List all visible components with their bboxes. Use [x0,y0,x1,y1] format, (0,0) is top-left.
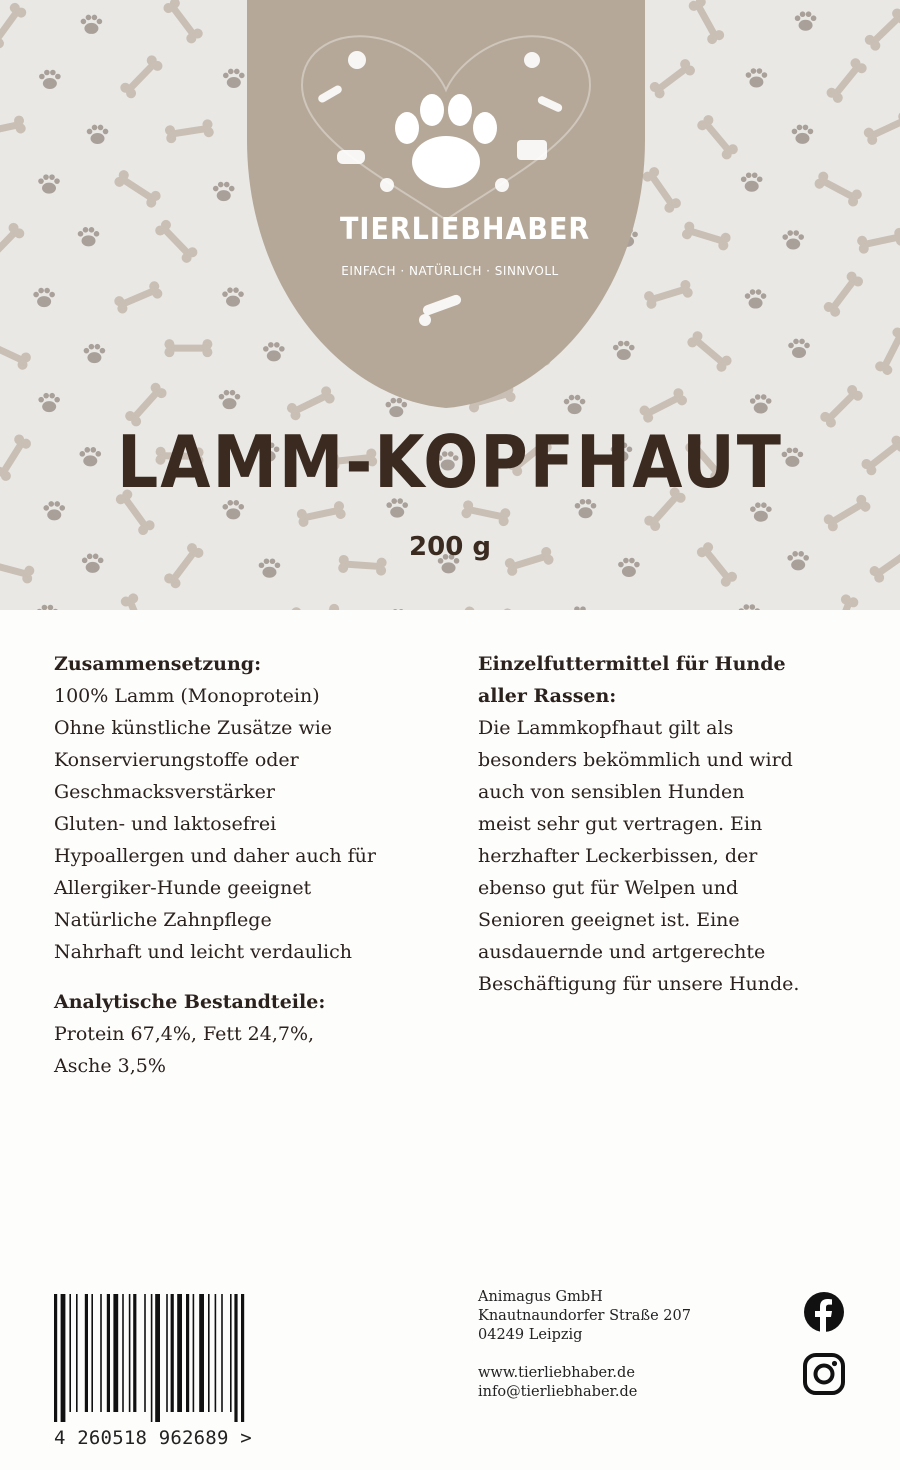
barcode-bar [166,1294,168,1412]
bone-icon [0,1,28,50]
bone-icon [0,335,33,372]
composition-line: Geschmacksverstärker [54,781,275,803]
barcode-bar [76,1294,78,1412]
barcode-bar [113,1294,118,1412]
barcode-digits: 4 260518 962689 > [54,1427,252,1449]
product-title: LAMM-KOPFHAUT [117,420,783,504]
paw-icon [746,68,768,87]
analytics-line: Protein 67,4%, Fett 24,7%, [54,1023,315,1045]
brand-shield [247,0,645,410]
description-heading: Einzelfuttermittel für Hunde [478,653,786,675]
paw-icon [782,230,804,249]
barcode-bar [100,1294,102,1412]
bone-icon [813,170,864,208]
facebook-icon[interactable] [803,1291,845,1333]
paw-icon [39,70,61,89]
composition-column [54,648,434,1082]
bone-icon [638,386,689,424]
composition-line: Hypoallergen und daher auch für [54,845,376,867]
paw-icon [78,227,100,246]
description-line: besonders bekömmlich und wird [478,749,793,771]
paw-icon [81,15,103,34]
bone-icon [648,57,697,100]
bone-icon [0,115,27,143]
barcode-bar [91,1294,93,1412]
barcode-bar [133,1294,136,1412]
bone-icon [695,113,740,161]
barcode-bar [199,1294,204,1412]
brand-tagline: EINFACH · NATÜRLICH · SINNVOLL [341,264,559,278]
product-weight: 200 g [409,532,491,562]
bone-icon [119,592,154,610]
bone-icon [0,221,26,268]
bone-icon [822,270,865,319]
composition-line: Allergiker-Hunde geeignet [54,877,312,899]
barcode-bar [151,1294,153,1422]
bone-icon [161,0,204,45]
paw-icon [387,609,409,610]
analytics-heading: Analytische Bestandteile: [54,991,326,1013]
barcode-bar [186,1294,189,1412]
barcode-bar [171,1294,174,1412]
paw-icon [795,11,817,30]
paw-icon [37,605,59,610]
company-name: Animagus GmbH [478,1289,603,1305]
company-email[interactable]: info@tierliebhaber.de [478,1384,638,1400]
barcode-bar [85,1294,88,1412]
barcode-bar [234,1294,237,1422]
bone-icon [113,280,164,315]
paw-icon [788,339,810,358]
instagram-icon[interactable] [803,1353,845,1395]
bone-icon [863,6,900,52]
bone-icon [856,227,900,255]
paw-icon [219,390,241,409]
barcode-bar [122,1294,124,1412]
paw-icon [745,289,767,308]
barcode-bar [215,1294,217,1412]
paw-icon [223,69,245,88]
hero-banner [0,0,900,610]
barcode-bar [61,1294,66,1422]
bone-icon [862,110,900,147]
composition-heading: Zusammensetzung: [54,653,262,675]
paw-icon [750,502,772,521]
bone-icon [687,0,726,46]
barcode-bar [208,1294,210,1412]
barcode-bar [69,1294,71,1412]
bone-icon [873,326,900,377]
bone-icon [164,119,214,144]
bone-icon [153,218,199,265]
description-column [478,648,858,1000]
bone-icon [464,606,513,610]
company-website[interactable]: www.tierliebhaber.de [478,1365,635,1381]
composition-line: Konservierungstoffe oder [54,749,299,771]
paw-icon [84,344,106,363]
barcode-bar [230,1294,232,1412]
barcode-bar [193,1294,195,1412]
analytics-line: Asche 3,5% [54,1055,166,1077]
paw-icon [213,182,235,201]
description-line: herzhafter Leckerbissen, der [478,845,758,867]
paw-icon [33,288,55,307]
paw-icon [38,174,60,193]
barcode-bar [177,1294,182,1412]
description-line: Senioren geeignet ist. Eine [478,909,740,931]
bone-icon [685,329,733,374]
bone-icon [643,279,694,310]
composition-line: Ohne künstliche Zusätze wie [54,717,333,739]
bone-icon [826,593,860,610]
description-line: auch von sensiblen Hunden [478,781,745,803]
bone-icon [164,339,212,357]
description-line: meist sehr gut vertragen. Ein [478,813,763,835]
bone-icon [825,56,869,105]
paw-icon [750,394,772,413]
description-line: Beschäftigung für unsere Hunde. [478,973,800,995]
barcode-bar [144,1294,146,1412]
composition-line: 100% Lamm (Monoprotein) [54,685,320,707]
composition-line: Gluten- und laktosefrei [54,813,277,835]
description-line: ebenso gut für Welpen und [478,877,739,899]
bone-icon [118,53,164,100]
company-city: 04249 Leipzig [478,1327,583,1343]
barcode-bar [241,1294,244,1422]
bone-icon [291,603,340,610]
barcode-bar [54,1294,57,1422]
bone-icon [681,220,732,251]
description-line: ausdauernde und artgerechte [478,941,766,963]
paw-icon [43,501,65,520]
paw-icon [792,125,814,144]
company-address [478,1288,691,1402]
paw-icon [741,172,763,191]
barcode-bar [107,1294,110,1412]
svg-text:.: . [547,90,548,91]
paw-icon [739,604,761,610]
barcode [54,1294,266,1422]
composition-line: Nahrhaft und leicht verdaulich [54,941,352,963]
paw-icon [222,287,244,306]
bone-icon [641,165,683,215]
description-line: Die Lammkopfhaut gilt als [478,717,734,739]
paw-icon [87,125,109,144]
barcode-bar [221,1294,223,1412]
barcode-bar [129,1294,131,1412]
company-street: Knautnaundorfer Straße 207 [478,1308,691,1324]
description-heading: aller Rassen: [478,685,617,707]
composition-line: Natürliche Zahnpflege [54,909,272,931]
barcode-bar [155,1294,160,1422]
bone-icon [112,168,162,209]
paw-icon [569,606,591,610]
paw-icon [38,393,60,412]
bone-icon [296,500,347,528]
brand-name: TIERLIEBHABER [340,212,591,247]
